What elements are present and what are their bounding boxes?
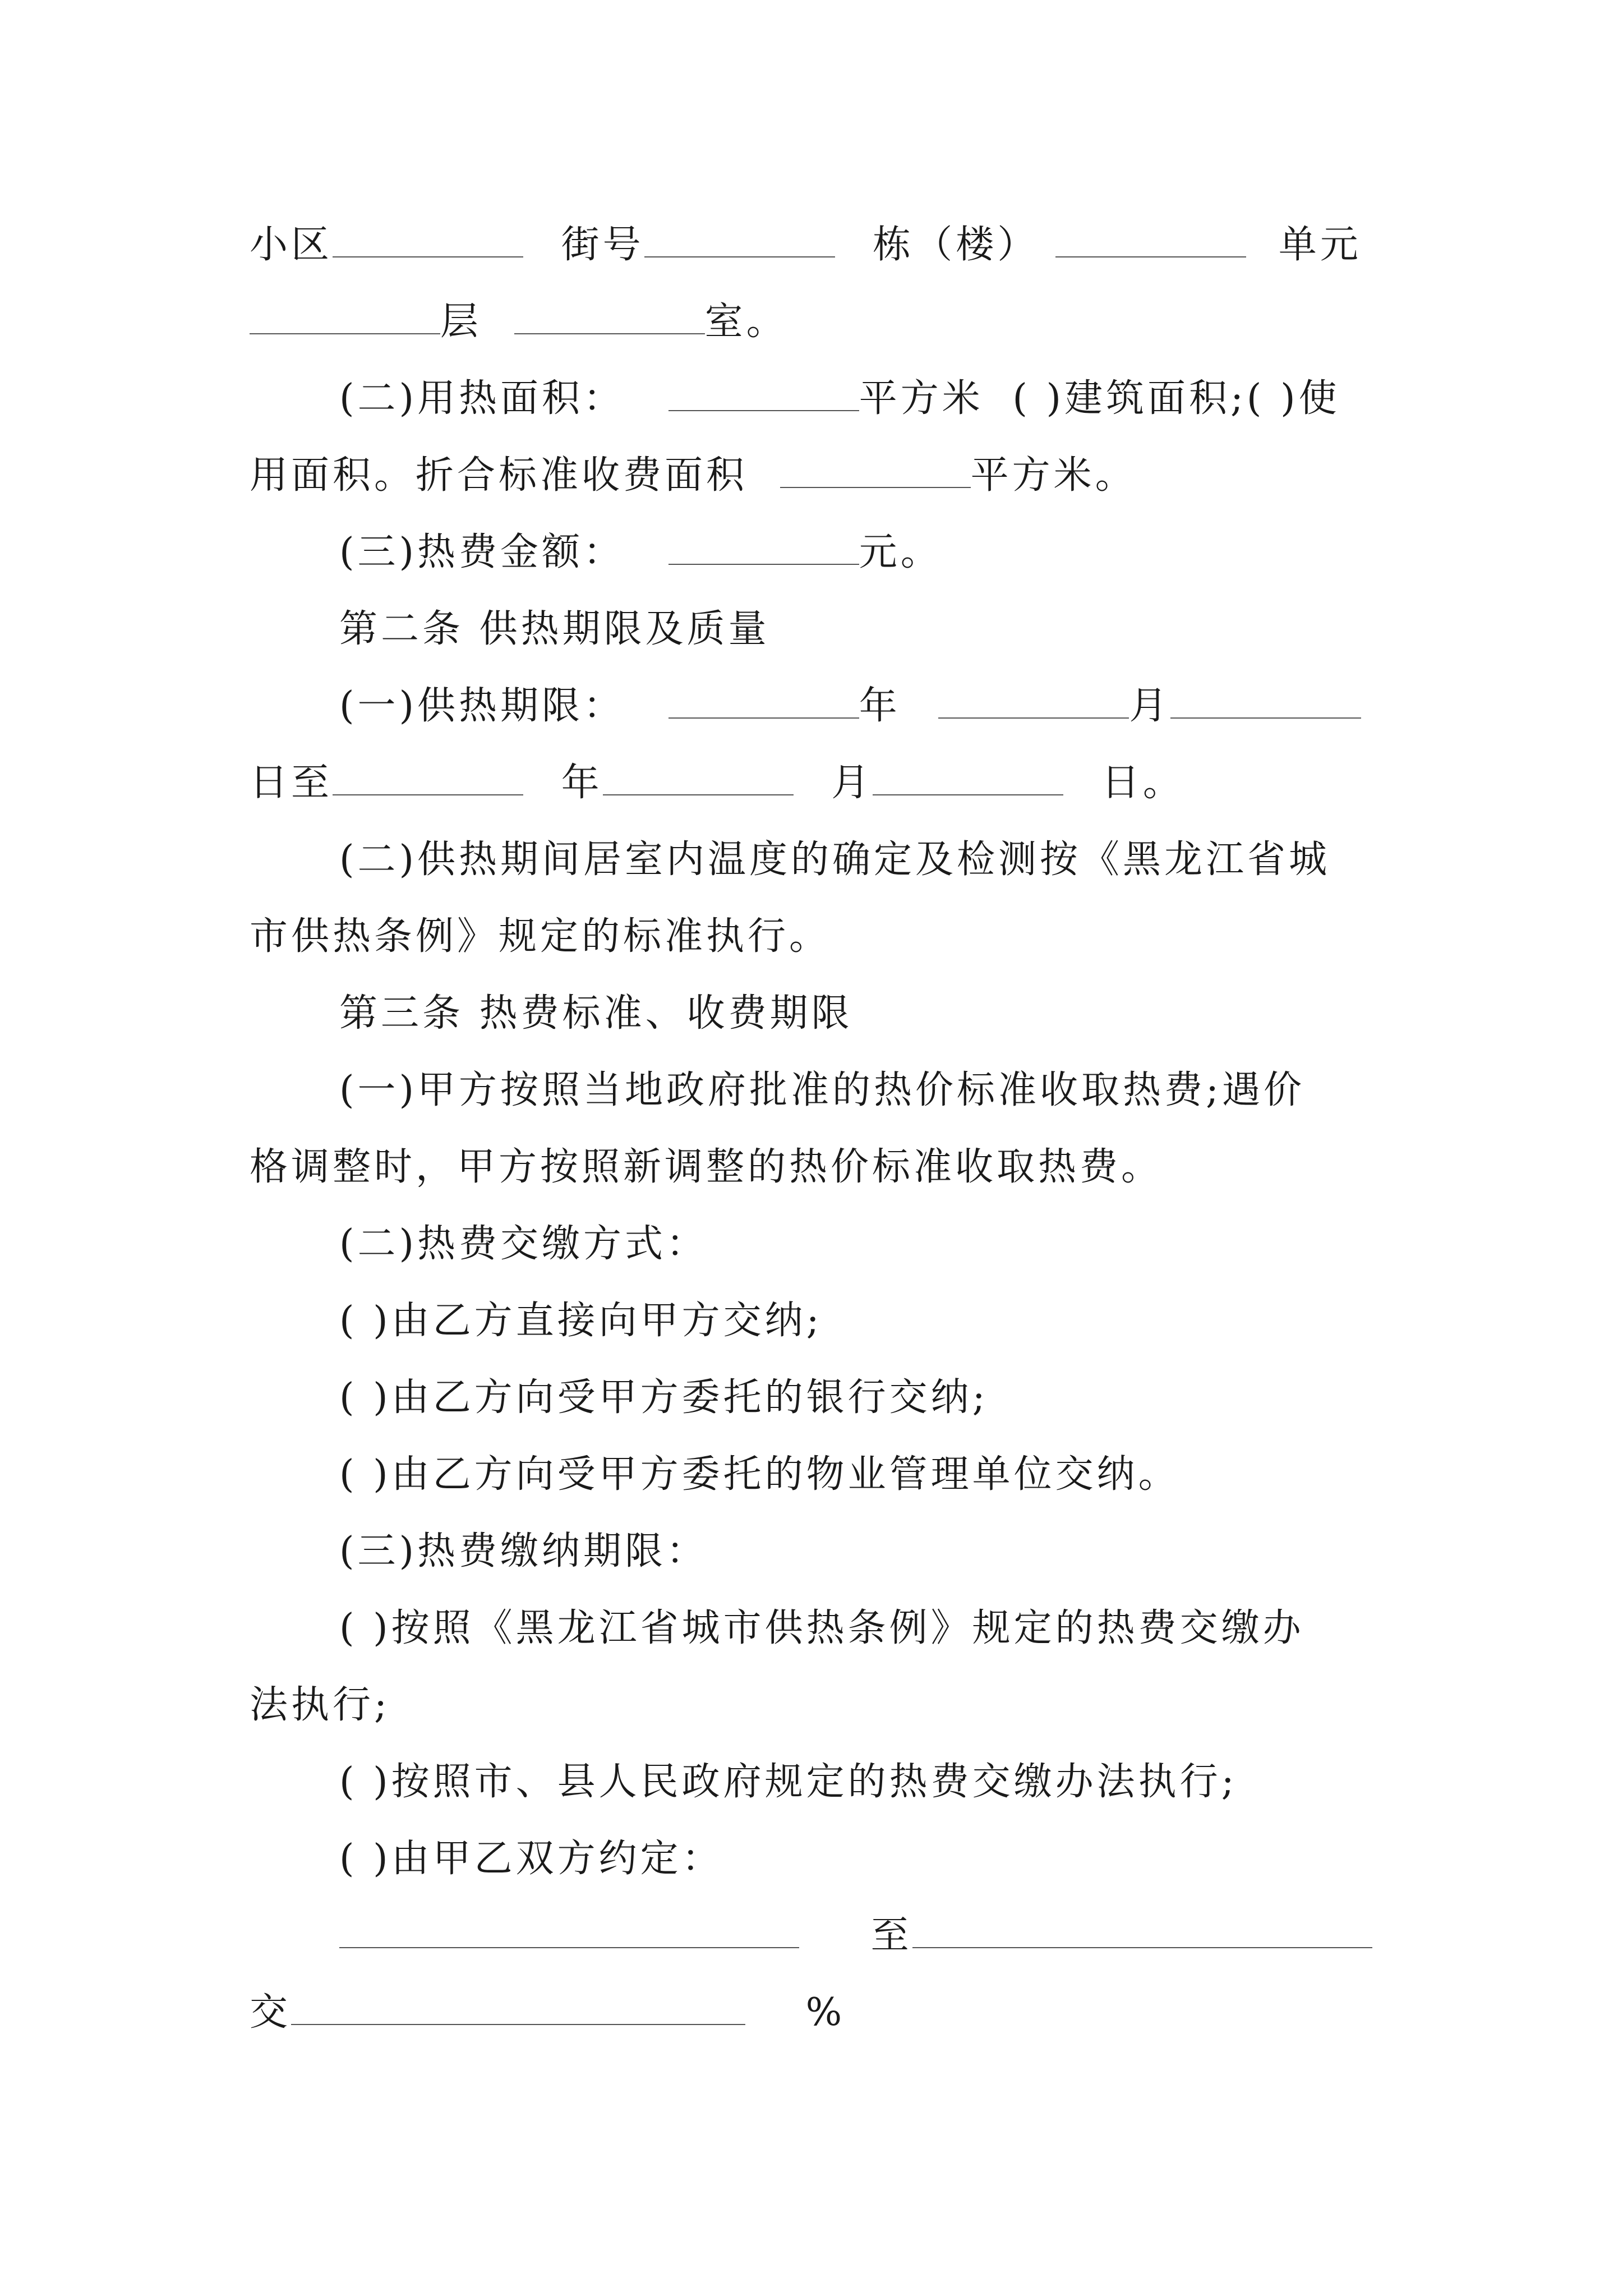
ri-zhi-label: 日至 [250,761,333,805]
fee-amount-unit: 元。 [859,530,942,574]
start-year-label: 年 [859,684,901,728]
area-unit: 平方米 [859,376,984,421]
zhi-label: 至 [870,1913,912,1958]
ceng-label: 层 [440,300,482,344]
address-line-1 [250,217,1394,273]
agreed-period-line [339,1908,1394,1964]
xiaoqu-blank[interactable] [333,217,523,257]
deadline-option-1-cont: 法执行; [250,1683,390,1727]
quality-line-2: 市供热条例》规定的标准执行。 [250,914,831,959]
jianzhu-option[interactable]: ( )建筑面积; [1012,376,1247,421]
method-option-3[interactable]: ( )由乙方向受甲方委托的物业管理单位交纳。 [339,1452,1180,1497]
period-label: (一)供热期限： [339,684,625,728]
fee-amount-blank[interactable] [668,524,859,565]
start-month-label: 月 [1129,684,1171,728]
danyuan-label: 单元 [1278,223,1362,267]
fee-amount-label: (三)热费金额： [339,530,625,574]
start-year-blank[interactable] [668,678,859,719]
xiaoqu-label: 小区 [250,223,333,267]
deadline-option-2[interactable]: ( )按照市、县人民政府规定的热费交缴办法执行; [339,1760,1238,1804]
shiyong-text: 用面积。折合标准收费面积 [250,453,748,498]
end-day-blank[interactable] [873,755,1063,795]
end-year-label: 年 [561,761,603,805]
end-month-label: 月 [831,761,873,805]
area-unit-2: 平方米。 [970,453,1137,498]
deadline-option-1[interactable]: ( )按照《黑龙江省城市供热条例》规定的热费交缴办 [339,1606,1304,1650]
shi-label: 室。 [704,300,788,344]
agreed-end-blank[interactable] [912,1908,1372,1948]
start-day-blank[interactable] [1170,678,1361,719]
agreed-percent-blank[interactable] [291,1985,745,2025]
standard-line-1: (一)甲方按照当地政府批准的热价标准收取热费;遇价 [339,1068,1305,1112]
dong-lou-label: 栋（楼） [873,223,1039,267]
standard-line-2: 格调整时，甲方按照新调整的热价标准收取热费。 [250,1145,1163,1189]
agreed-payment-line [250,1985,1394,2041]
end-day-label: 日。 [1101,761,1184,805]
method-label: (二)热费交缴方式： [339,1222,708,1266]
area-line-1 [339,371,1394,427]
quality-line-1: (二)供热期间居室内温度的确定及检测按《黑龙江省城 [339,838,1331,882]
deadline-option-3[interactable]: ( )由甲乙双方约定： [339,1837,723,1881]
dong-lou-blank[interactable] [1055,217,1246,257]
end-month-blank[interactable] [603,755,794,795]
address-line-2 [250,294,1394,350]
area-label: (二)用热面积： [339,376,625,421]
method-option-2[interactable]: ( )由乙方向受甲方委托的银行交纳; [339,1375,989,1420]
period-line-2 [250,755,1394,811]
jiehao-label: 街号 [561,223,644,267]
agreed-start-blank[interactable] [339,1908,799,1948]
jiao-label: 交 [250,1990,292,2035]
shiyong-option[interactable]: ( )使 [1246,376,1340,421]
start-month-blank[interactable] [938,678,1129,719]
end-year-blank[interactable] [333,755,523,795]
ceng-blank[interactable] [514,294,705,334]
fee-amount-line [339,524,1394,581]
area-line-2 [250,448,1394,504]
article3-heading: 第三条 热费标准、收费期限 [339,991,853,1036]
percent-sign: % [805,1990,842,2035]
period-line-1 [339,678,1394,734]
area-blank[interactable] [668,371,859,411]
deadline-label: (三)热费缴纳期限： [339,1529,708,1573]
method-option-1[interactable]: ( )由乙方直接向甲方交纳; [339,1299,823,1343]
standard-area-blank[interactable] [780,448,971,488]
article2-heading: 第二条 供热期限及质量 [339,607,770,651]
jiehao-blank[interactable] [644,217,835,257]
danyuan-blank[interactable] [250,294,440,334]
